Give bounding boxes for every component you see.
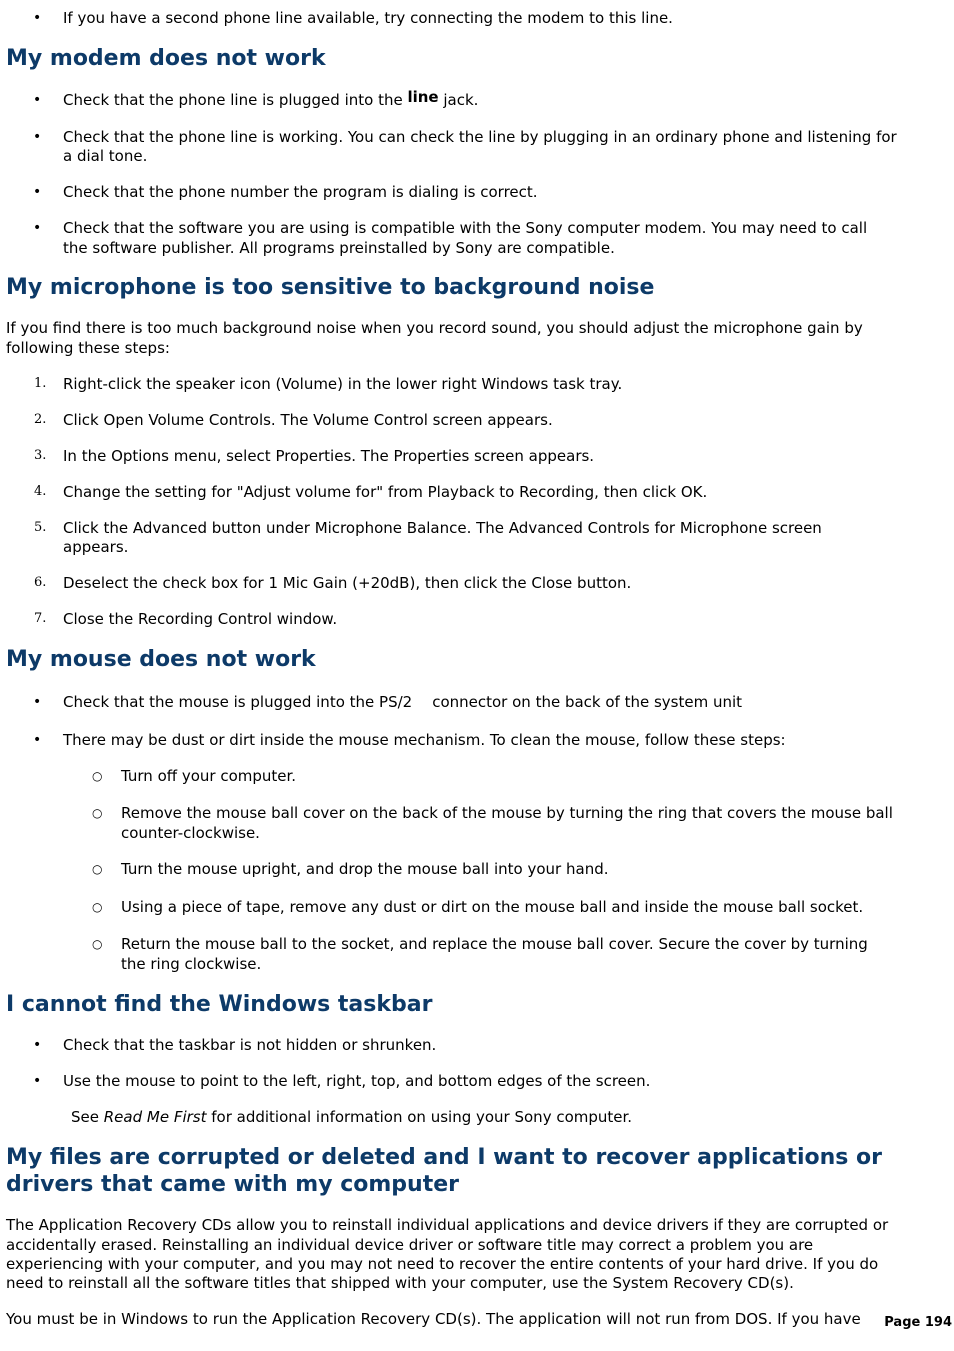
bullet-marker: • [33, 184, 42, 200]
sub-bullet-marker: ○ [92, 900, 103, 914]
bullet-marker: • [33, 10, 42, 26]
list-item: Check that the mouse is plugged into the PS/2 connector on the back of the system unit [63, 693, 743, 711]
step-number: 4. [34, 484, 47, 499]
step-item: Close the Recording Control window. [63, 610, 338, 628]
sub-list-item-continuation: the ring clockwise. [121, 955, 262, 973]
step-item-continuation: appears. [63, 538, 129, 556]
step-number: 5. [34, 520, 47, 535]
page-number: Page 194 [882, 1313, 952, 1333]
read-me-first-title: Read Me First [103, 1108, 207, 1126]
bullet-marker: • [33, 732, 42, 748]
sub-list-item: Turn off your computer. [121, 767, 297, 785]
step-item: Click Open Volume Controls. The Volume Control screen appears. [63, 411, 553, 429]
step-number: 3. [34, 448, 47, 463]
sub-bullet-marker: ○ [92, 769, 103, 783]
list-item-continuation: a dial tone. [63, 147, 148, 165]
step-number: 6. [34, 575, 47, 590]
paragraph: The Application Recovery CDs allow you to reinstall individual applications and device drivers if they are corrupted or [6, 1216, 889, 1234]
list-item: If you have a second phone line available, try connecting the modem to this line. [63, 9, 673, 27]
step-number: 2. [34, 412, 47, 427]
list-item-continuation: the software publisher. All programs preinstalled by Sony are compatible. [63, 239, 615, 257]
bullet-marker: • [33, 220, 42, 236]
section-heading-modem: My modem does not work [6, 46, 326, 71]
list-item: Check that the software you are using is compatible with the Sony computer modem. You may need to call [63, 219, 868, 237]
sub-bullet-marker: ○ [92, 862, 103, 876]
sub-bullet-marker: ○ [92, 937, 103, 951]
step-item: Change the setting for "Adjust volume for" from Playback to Recording, then click OK. [63, 483, 708, 501]
step-item: Right-click the speaker icon (Volume) in the lower right Windows task tray. [63, 375, 623, 393]
paragraph-continuation: need to reinstall all the software titles that shipped with your computer, use the System Recovery CD(s). [6, 1274, 794, 1292]
section-heading-recovery-continuation: drivers that came with my computer [6, 1172, 459, 1197]
section-heading-recovery: My files are corrupted or deleted and I want to recover applications or [6, 1145, 883, 1170]
list-item: Check that the taskbar is not hidden or shrunken. [63, 1036, 437, 1054]
see-also-note: See Read Me First for additional information on using your Sony computer. [71, 1108, 633, 1126]
sub-list-item: Using a piece of tape, remove any dust or dirt on the mouse ball and inside the mouse ball socket. [121, 898, 864, 916]
sub-list-item: Turn the mouse upright, and drop the mouse ball into your hand. [121, 860, 609, 878]
line-jack-label: line [407, 88, 439, 106]
bullet-marker: • [33, 1037, 42, 1053]
step-item: Click the Advanced button under Microphone Balance. The Advanced Controls for Microphone screen [63, 519, 822, 537]
step-number: 1. [34, 376, 47, 391]
paragraph: If you find there is too much background noise when you record sound, you should adjust the microphone gain by [6, 319, 863, 337]
paragraph: You must be in Windows to run the Application Recovery CD(s). The application will not run from DOS. If you have [6, 1310, 861, 1328]
sub-bullet-marker: ○ [92, 806, 103, 820]
sub-list-item: Remove the mouse ball cover on the back of the mouse by turning the ring that covers the mouse ball [121, 804, 893, 822]
section-heading-mouse: My mouse does not work [6, 647, 316, 672]
list-item: Check that the phone line is working. You can check the line by plugging in an ordinary phone and listening for [63, 128, 897, 146]
paragraph-continuation: accidentally erased. Reinstalling an individual device driver or software title may correct a problem you are [6, 1236, 814, 1254]
bullet-marker: • [33, 694, 42, 710]
list-item: Check that the phone line is plugged into the line jack. [63, 88, 479, 109]
bullet-marker: • [33, 92, 42, 108]
bullet-marker: • [33, 1073, 42, 1089]
list-item: Check that the phone number the program is dialing is correct. [63, 183, 538, 201]
step-item: In the Options menu, select Properties. The Properties screen appears. [63, 447, 595, 465]
paragraph-continuation: following these steps: [6, 339, 170, 357]
sub-list-item-continuation: counter-clockwise. [121, 824, 260, 842]
step-item: Deselect the check box for 1 Mic Gain (+20dB), then click the Close button. [63, 574, 632, 592]
sub-list-item: Return the mouse ball to the socket, and replace the mouse ball cover. Secure the cover by turning [121, 935, 868, 953]
step-number: 7. [34, 611, 47, 626]
paragraph-continuation: experiencing with your computer, and you may not need to recover the entire contents of your hard drive. If you do [6, 1255, 879, 1273]
section-heading-microphone: My microphone is too sensitive to background noise [6, 275, 655, 300]
list-item: There may be dust or dirt inside the mouse mechanism. To clean the mouse, follow these steps: [63, 731, 786, 749]
bullet-marker: • [33, 129, 42, 145]
section-heading-taskbar: I cannot find the Windows taskbar [6, 992, 433, 1017]
list-item: Use the mouse to point to the left, right, top, and bottom edges of the screen. [63, 1072, 651, 1090]
